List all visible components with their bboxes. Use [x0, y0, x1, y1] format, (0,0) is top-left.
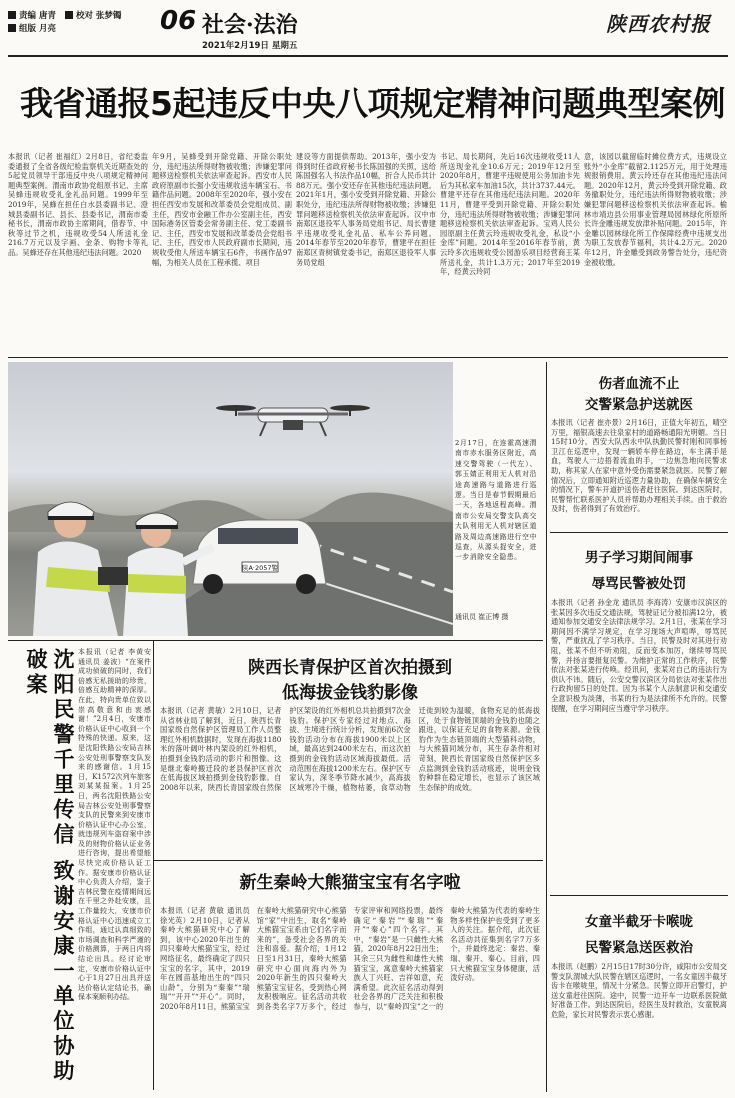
leopard-title-line1: 陕西长青保护区首次拍摄到 — [248, 658, 452, 678]
panda-title: 新生秦岭大熊猫宝宝有名字啦 — [239, 873, 461, 893]
paper-logo: 陕西农村报 — [606, 12, 711, 36]
police-car — [193, 520, 326, 594]
leopard-title-line2: 低海拔金钱豹影像 — [282, 683, 418, 703]
main-article-col-5: 意，该园以截留临时摊位费方式，违规设立账外“小金库”截留2.1125万元，用于处理违规报销费用。黄云玲还存在其他违纪违法问题。2020年12月，黄云玲受到开除党籍、政务撤职处分，违纪违法所得财物被收缴；涉嫌犯罪问题移送检察机关依法审查起诉。榆林市靖边县公用事业管理局园林绿化所原所长许金雕违规发放津补贴问题。2015年，许金雕以园林绿化所工作保障经费中违规支出为职工发放春节福利，共计4.2万元。2020年12月，许金雕受到政务警告处分，违纪资金被收缴。 — [584, 152, 727, 267]
right-article1-title-line2: 交警紧急护送就医 — [585, 397, 693, 413]
right-article3-body: 本报讯（赵鹏）2月15日17时30分许，咸阳市公安局交警支队渭城大队民警在辖区巡逻时，一名女童因半截牙齿卡在喉咙里，情况十分紧急。民警立即开启警灯，护送女童赶往医院。途中，民警一边开车一边联系医院做好准备工作。到达医院后，经医生及时救治，女童脱离危险，家长对民警表示衷心感谢。 — [551, 962, 727, 1019]
leopard-body: 本报讯（记者 黄敏）2月10日，记者从省林业局了解到，近日，陕西长青国家级自然保护区管理局工作人员整理红外相机数据时，发现在海拔1180米的落叶阔叶林内架设的红外相机，拍摄到金钱豹活动的影片和图像。这是继北秦岭搬迁段的老县保护区首次在低海拔区域拍摄到金钱豹影像。自2008年以来，陕西长青国家级自然保护区架设的红外相机总共拍摄到7次金钱豹。保护区专家经过对地点、海拔、生境进行统计分析，发现前6次金钱豹活动分布在海拔1900米以上区域，最高达到2400米左右，而这次拍摄到的金钱豹活动区域海拔最低。活动范围在海拔1200米左右。保护区专家认为，深冬季节降水减少，高海拔区域寒冷干燥，植物枯萎，食草动物迁徙到较为温暖，食物充足的低海拔区，处于食物链顶端的金钱豹也随之跟进，以保证充足的食物来源。金钱豹作为生态链顶端的大型猫科动物，与大熊猫同域分布，其生存条件相对苛刻，陕西长青国家级自然保护区多点监测到金钱豹活动痕迹，说明金钱豹种群在稳定增长，也显示了该区域生态保护的成效。 — [160, 706, 540, 792]
panda-body: 本报讯（记者 黄敏 通讯员 徐光英）2月10日，记者从秦岭大熊猫研究中心了解到，该中心2020年出生的四只秦岭大熊猫宝宝，经过网络征名，最终确定了四只宝宝的名字，其中，2019年在圆苗基地出生的“四只山龄”，分别为“秦秦”“瑞瑞”“开开”“开心”。同时，2020年8月11日，熊猫宝宝在秦岭大熊猫研究中心熊猫馆“家”中出生，取名“秦岭大熊猫宝宝系由它们名字而来的”，备受社会各界的关注和喜爱。据介绍，1月12日至1月31日，秦岭大熊猫研究中心面向海内外为2020年新生的四只秦岭大熊猫宝宝征名，受到热心网友积极响应。征名活动共收到各类名字7万多个，经过专家评审和网络投票，最终确定“秦岩”“秦瑞”“秦开”“秦心”四个名字。其中，“秦岩”是一只雌性大熊猫，2020年8月22日出生；其余三只为雌性和雄性大熊猫宝宝，寓意秦岭大熊猫家族人丁兴旺、吉祥如意，充满希望。此次征名活动得到社会各界的广泛关注和积极参与，以“秦岭四宝”之一的秦岭大熊猫为代表的秦岭生物多样性保护也受到了更多人的关注。据介绍，此次征名活动共征集到名字7万多个，并最终选定：秦岩、秦瑞、秦开、秦心。目前，四只大熊猫宝宝身体健康，活泼好动。 — [160, 906, 540, 1011]
right-article2-body: 本报讯（记者 孙金龙 通讯员 李海涛）安康市汉滨区的张某因多次违反交通法规，驾驶证记分被扣满12分，被通知参加交通安全法律法规学习。2月1日，张某在学习期间因不满学习规定，在学习现场大声喧哗，辱骂民警，严重扰乱了学习秩序。当日，民警及时对其进行劝阻，张某不但不听劝阻，反而变本加厉，继续辱骂民警，并扬言要报复民警。为维护正常的工作秩序，民警依法对张某进行传唤。经讯问，张某对自己的违法行为供认不讳。随后，公安交警汉滨区分局依法对张某作出行政拘留5日的处罚。因为书某个人法制意识和交通安全意识极为淡薄，书某的行为是法律所不允许的。民警提醒，在学习期间应当遵守学习秩序。 — [551, 598, 727, 713]
masthead-staff — [8, 10, 148, 36]
staff-editor: 责编 唐青 — [19, 11, 56, 21]
right-article2-title-line2: 辱骂民警被处罚 — [591, 576, 687, 592]
photo-credit: 通讯员 崔正博 摄 — [455, 613, 509, 621]
main-article-col-2: 年9月，吴蜂受到开除党籍、开除公职处分，违纪违法所得财物被收缴；涉嫌犯罪问题移送检察机关依法审查起诉。西安市人民政府原副市长强小安违规收送车辆宝石、书籍作品问题。2008年至2020年，强小安在担任西安市发展和改革委员会党组成员、副主任，西安市金融工作办公室副主任，西安国际港务区管委会常务副主任、党工委副书记、主任，西安市发展和改革委员会党组书记、主任，西安市人民政府副市长期间，违规收受他人所送车辆宝石6件，书画作品97幅，为相关人员在工程承揽、项目 — [152, 152, 292, 267]
issue-date: 2021年2月19日 星期五 — [202, 41, 298, 51]
license-plate: 陕A·2057警 — [241, 564, 279, 572]
right-article1-title-line1: 伤者血流不止 — [598, 376, 680, 392]
right-article3-title-line1: 女童半截牙卡喉咙 — [585, 914, 693, 930]
news-photo — [8, 362, 453, 636]
right-article3-title-line2: 民警紧急送医救治 — [585, 940, 693, 956]
photo-scene — [8, 362, 453, 636]
shenyang-body: 本报讯（记者 李黄安 通讯员 姜波）“在案件成功侦破的同时，我们倍感无私援助的珍贵，倍感互助精神的深厚。在此，特向贵单位致以崇高敬意和由衷感谢！”2月4日，安康市价格认证中心收到一个特殊的快递。原来，这是沈阳铁路公安局吉林公安处刑事警察支队发来的感谢信。1月15日，K1572次列车旅客刘某某报案。1月25日，两名沈阳铁路公安局吉林公安处刑事警察支队的民警来到安康市价格认证中心办公室，就违规列车盗窃案中涉及的财物价格认证业务进行咨询，提出希望能尽快完成价格认证工作。据安康市价格认证中心负责人介绍，鉴于吉林民警在疫情期间远在千里之外赴安康，且工作量较大，安康市价格认证中心迅速成立工作组，通过认真细致的市场调查和科学严谨的价格测算，于两日内将结论出具。经讨论审定，安康市价格认证中心于1月27日出具并送达价格认定结论书，确保本案顺利办结。 — [78, 648, 151, 1002]
photo-caption: 2月17日，在连霍高速渭南市赤水服务区附近，高速交警驾驶（一代左）、郭玉婧正利用无人机对沿途高速路与道路进行巡逻。当日是春节假期最后一天，各地返程高峰。渭南市公安局交警支队高交大队利用无人机对辖区道路及周边高速路进行空中巡查，从源头捉安全，进一步消除安全隐患。 — [455, 439, 537, 562]
drone — [216, 405, 370, 436]
main-article-col-4: 书记、局长期间，先后16次违规收受11人所送现金礼金10.6万元；2019年12月至2020年8月，曹建平违规使用公务加油卡先后为其私家车加油15次，共计3737.44元。曹建平还存在其他违纪违法问题。2020年11月，曹建平受到开除党籍、开除公职处分，违纪违法所得财物被收缴；涉嫌犯罪问题移送检察机关依法审查起诉。宝鸡人民公园原副主任黄云玲违规收受礼金，私设“小金库”问题。2014年至2016年春节前，黄云玲多次违规收受公园游乐项目经营商王某所送礼金，共计1.3万元；2017年至2019年，经黄云玲同 — [440, 152, 580, 277]
main-article-col-3: 建设等方面提供帮助。2013年，强小安为得到时任省政府秘书长陈国强的关照，送给陈国强名人书法作品10幅，折合人民币共计88万元。强小安还存在其他违纪违法问题。2021年1月，强小安受到开除党籍、开除公职处分，违纪违法所得财物被收缴；涉嫌犯罪问题移送检察机关依法审查起诉。汉中市南郑区退役军人事务局党组书记、局长曹建平违规收受礼金礼品、私车公养问题。2014年春节至2020年春节，曹建平在担任南郑区青树镇党委书记，南郑区退役军人事务局党组 — [296, 152, 436, 267]
right-article2-title-line1: 男子学习期间闹事 — [585, 550, 693, 566]
section-title: 社会·法治 — [202, 12, 298, 38]
staff-proofreader: 校对 张梦镯 — [75, 11, 122, 21]
shenyang-title: 沈阳民警千里传信 致谢安康一单位协助破案 — [24, 648, 75, 1085]
page-number: 06 — [160, 6, 197, 36]
main-headline: 我省通报5起违反中央八项规定精神问题典型案例 — [20, 84, 725, 123]
remote-controller — [98, 567, 128, 585]
main-article-col-1: 本报讯（记者 崔福红）2月8日，省纪委监委通报了全省各级纪检监察机关近期查处的5起党员领导干部违反中央八项规定精神问题典型案例。渭南市政协党组原书记、主席吴蜂违规收受礼金礼品问题。1999年至2019年，吴蜂在担任白水县委副书记、澄城县委副书记、县长、县委书记，渭南市委秘书长，渭南市政协主席期间，借春节、中秋等过节之机，违规收受54人所送礼金216.7万元以及字画、金条、购物卡等礼品。吴蜂还存在其他违纪违法问题。2020 — [8, 152, 148, 257]
right-article1-body: 本报讯（记者 崔亦景）2月16日，正值大年初五，晴空万里，福银高速去往泉家村的道路畅通阳光明媚。当日15时10分，西安大队西永中队执勤民警时刚和同事杨卫江在巡逻中，发现一辆轿车停在路边，车主满手是血，驾驶人一边捂着流血的手，一边焦急地向民警求助，称其家人在家中意外受伤需要紧急就医。民警了解情况后，立即通知附近巡逻力量协助，在确保车辆安全的情况下，警车开道护送伤者赶往医院。到达医院时，民警帮忙联系医护人员并帮助办理相关手续。由于救治及时，伤者得到了有效治疗。 — [551, 418, 727, 514]
staff-layout: 组版 月亮 — [19, 24, 56, 34]
